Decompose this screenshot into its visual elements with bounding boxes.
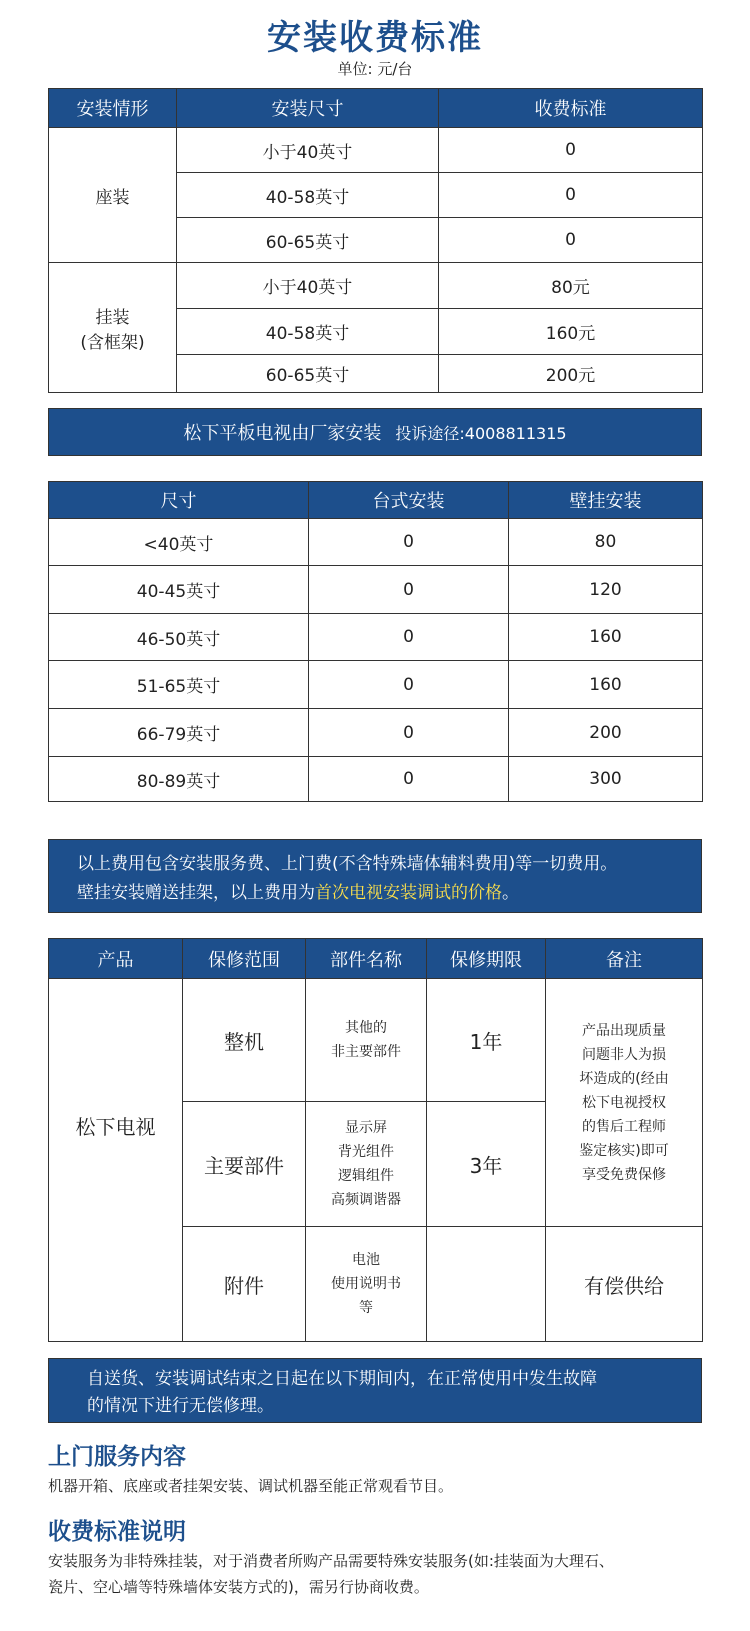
header-remarks: 备注: [546, 939, 703, 979]
table-cell: 40-58英寸: [177, 309, 439, 355]
notice-line-1: 以上费用包含安装服务费、上门费(不含特殊墙体辅料费用)等一切费用。: [77, 854, 618, 874]
scope-main-parts: 主要部件: [183, 1102, 306, 1227]
scope-accessories: 附件: [183, 1227, 306, 1342]
notice-line-2-end: 。: [502, 883, 519, 903]
table-cell: 80-89英寸: [49, 757, 309, 802]
header-warranty-scope: 保修范围: [183, 939, 306, 979]
table-row: [49, 614, 703, 661]
complaint-hotline: 投诉途径:4008811315: [395, 423, 567, 443]
group-wall-mount-line2: (含框架): [80, 332, 145, 353]
parts-whole-unit: [306, 979, 427, 1102]
table-cell: 80: [509, 519, 703, 566]
period-whole-unit: 1年: [427, 979, 546, 1102]
table-row: [49, 757, 703, 802]
table-row: [49, 661, 703, 709]
header-size: 尺寸: [49, 482, 309, 519]
period-main-parts: 3年: [427, 1102, 546, 1227]
part-line: 其他的: [345, 1020, 387, 1036]
service-text: 机器开箱、底座或者挂架安装、调试机器至能正常观看节目。: [48, 1477, 454, 1495]
product-name: 松下电视: [49, 979, 183, 1342]
header-desk-install: 台式安装: [309, 482, 509, 519]
table-row: [49, 519, 703, 566]
table-cell: <40英寸: [49, 519, 309, 566]
fee-note-line-1: 安装服务为非特殊挂装，对于消费者所购产品需要特殊安装服务(如:挂装面为大理石、: [48, 1552, 614, 1570]
table-cell: 40-58英寸: [177, 173, 439, 218]
table-cell: 小于40英寸: [177, 128, 439, 173]
parts-main-parts: [306, 1102, 427, 1227]
group-wall-mount-line1: 挂装: [95, 307, 130, 328]
free-repair-line-1: 自送货、安装调试结束之日起在以下期间内，在正常使用中发生故障: [87, 1369, 597, 1389]
remark-line: 问题非人为损: [582, 1046, 666, 1063]
table-cell: 0: [309, 566, 509, 614]
scope-whole-unit: 整机: [183, 979, 306, 1102]
remark-line: 鉴定核实)即可: [579, 1142, 669, 1159]
unit-label: 单位: 元/台: [337, 60, 413, 78]
manufacturer-install-banner: [48, 408, 702, 456]
part-line: 等: [359, 1300, 373, 1316]
free-repair-line-2: 的情况下进行无偿修理。: [87, 1396, 274, 1416]
table-row: [49, 566, 703, 614]
table-cell: 46-50英寸: [49, 614, 309, 661]
fee-note-heading: 收费标准说明: [48, 1519, 186, 1545]
table-cell: 0: [309, 614, 509, 661]
table-cell: 0: [439, 173, 703, 218]
period-accessories: [427, 1227, 546, 1342]
size-fee-table: [48, 481, 703, 802]
table-cell: 51-65英寸: [49, 661, 309, 709]
header-warranty-period: 保修期限: [427, 939, 546, 979]
free-repair-banner: [48, 1358, 702, 1423]
page-title: 安装收费标准: [267, 18, 483, 58]
table-row: [49, 709, 703, 757]
remark-accessories: 有偿供给: [546, 1227, 703, 1342]
table-cell: 300: [509, 757, 703, 802]
remark-line: 享受免费保修: [582, 1166, 666, 1183]
header-fee: 收费标准: [439, 89, 703, 128]
table-cell: 0: [309, 519, 509, 566]
group-wall-mount: [49, 263, 177, 393]
part-line: 显示屏: [345, 1120, 387, 1136]
header-install-size: 安装尺寸: [177, 89, 439, 128]
table-cell: 0: [309, 709, 509, 757]
table-cell: 80元: [439, 263, 703, 309]
header-part-name: 部件名称: [306, 939, 427, 979]
remark-line: 的售后工程师: [582, 1118, 666, 1135]
table-cell: 0: [439, 128, 703, 173]
fee-note-line-2: 瓷片、空心墙等特殊墙体安装方式的)，需另行协商收费。: [48, 1578, 429, 1596]
table-cell: 200元: [439, 355, 703, 393]
install-fee-table: [48, 88, 703, 393]
part-line: 逻辑组件: [338, 1168, 394, 1184]
remark-line: 坏造成的(经由: [579, 1070, 669, 1087]
parts-accessories: [306, 1227, 427, 1342]
group-seat-mount: 座装: [49, 128, 177, 263]
part-line: 电池: [352, 1252, 380, 1268]
part-line: 背光组件: [338, 1144, 394, 1160]
table-cell: 200: [509, 709, 703, 757]
part-line: 高频调谐器: [331, 1192, 401, 1208]
remark-line: 产品出现质量: [582, 1022, 666, 1039]
notice-line-2-text: 壁挂安装赠送挂架，以上费用为: [77, 883, 315, 903]
table-cell: 60-65英寸: [177, 218, 439, 263]
table-cell: 160: [509, 614, 703, 661]
notice-line-2: [77, 879, 701, 908]
part-line: 使用说明书: [331, 1276, 401, 1292]
table-cell: 60-65英寸: [177, 355, 439, 393]
banner-main-text: 松下平板电视由厂家安装: [183, 423, 382, 444]
table-cell: 66-79英寸: [49, 709, 309, 757]
notice-highlight: 首次电视安装调试的价格: [315, 883, 502, 903]
part-line: 非主要部件: [331, 1044, 401, 1060]
table-cell: 0: [439, 218, 703, 263]
header-wall-install: 壁挂安装: [509, 482, 703, 519]
table-cell: 160元: [439, 309, 703, 355]
table-cell: 120: [509, 566, 703, 614]
remarks-free-warranty: [546, 979, 703, 1227]
table-cell: 小于40英寸: [177, 263, 439, 309]
service-heading: 上门服务内容: [48, 1444, 186, 1470]
header-install-type: 安装情形: [49, 89, 177, 128]
remark-line: 松下电视授权: [582, 1094, 666, 1111]
fee-inclusion-notice: [48, 839, 702, 913]
table-cell: 160: [509, 661, 703, 709]
table-cell: 40-45英寸: [49, 566, 309, 614]
warranty-table: [48, 938, 703, 1342]
table-cell: 0: [309, 661, 509, 709]
header-product: 产品: [49, 939, 183, 979]
table-cell: 0: [309, 757, 509, 802]
fee-note-text: [48, 1548, 708, 1600]
